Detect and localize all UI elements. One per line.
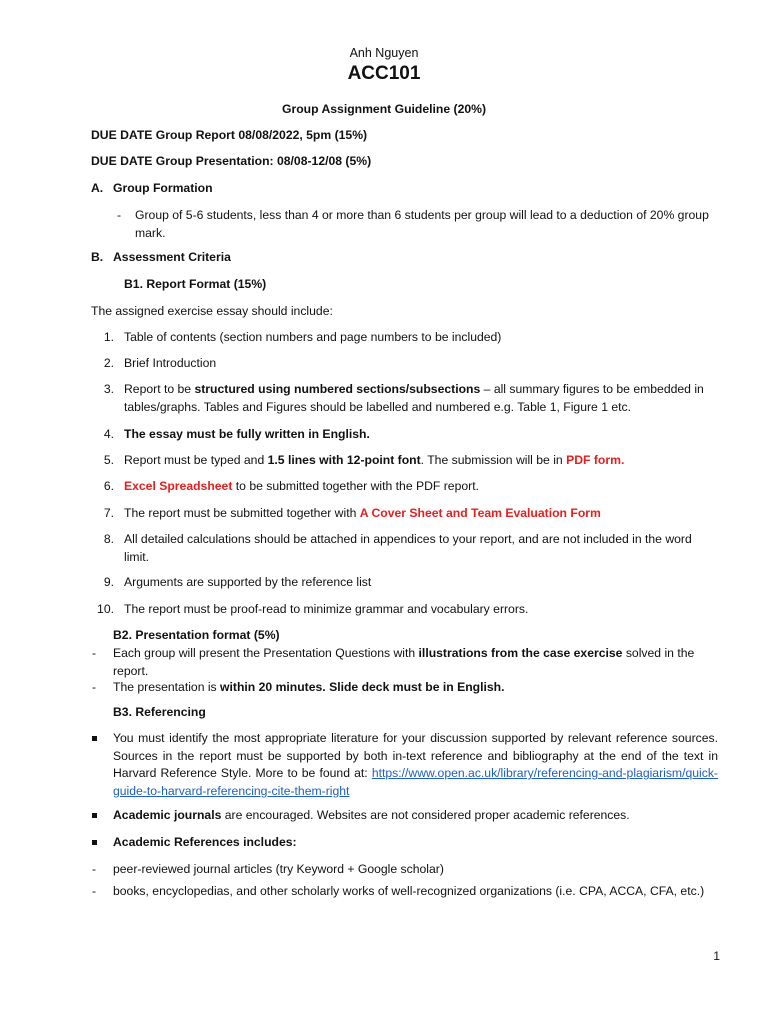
list-text <box>124 381 718 416</box>
text-run: – all summary figures to be embedded in tables/graphs. Tables and Figures should be labelled and numbered e.g. Table 1, Figure 1 etc. <box>124 382 704 414</box>
dash-bullet: - <box>92 884 97 898</box>
red-highlight: A Cover Sheet and Team Evaluation Form <box>359 506 601 520</box>
square-bullet-icon <box>92 840 97 845</box>
subitem-text: books, encyclopedias, and other scholarly works of well-recognized organizations (i.e. CPA, ACCA, CFA, etc.) <box>113 884 705 898</box>
section-a-heading: Group Formation <box>113 181 213 195</box>
reference-text: Academic References includes: <box>113 835 297 849</box>
list-number: 6. <box>103 479 114 493</box>
text-run: The report must be submitted together with <box>124 506 360 520</box>
list-number: 2. <box>103 356 114 370</box>
dash-bullet: - <box>117 208 122 222</box>
page-number: 1 <box>713 949 720 963</box>
square-bullet-icon <box>92 813 97 818</box>
b2-heading: B2. Presentation format (5%) <box>113 628 280 642</box>
list-number: 9. <box>103 575 114 589</box>
red-highlight: Excel Spreadsheet <box>124 479 233 493</box>
presentation-text <box>113 679 719 697</box>
list-number: 5. <box>103 453 114 467</box>
reference-item <box>0 807 768 825</box>
harvard-guide-link[interactable]: https://www.open.ac.uk/library/referencing-and-plagiarism/quick-guide-to-harvard-referencing-cite-them-right <box>113 766 718 798</box>
bold-text: Academic journals <box>113 808 222 822</box>
b1-intro: The assigned exercise essay should include: <box>91 304 333 318</box>
dash-bullet: - <box>92 862 97 876</box>
bold-text: structured using numbered sections/subsections <box>194 382 481 396</box>
text-run: Report to be <box>124 382 195 396</box>
text-run: Report must be typed and <box>124 453 268 467</box>
square-bullet-icon <box>92 736 97 741</box>
text-run: solved in the report. <box>113 646 695 678</box>
text-run: . The submission will be in <box>420 453 567 467</box>
reference-text <box>113 807 718 825</box>
list-text: Arguments are supported by the reference list <box>124 575 372 589</box>
presentation-text <box>113 645 719 680</box>
text-run: You must identify the most appropriate literature for your discussion supported by relevant reference sources. Sources in the report must be supported by both in-text reference and bibliography at the end of the text in Harvard Reference Style. More to be found at: <box>113 731 718 780</box>
text-run: are encouraged. Websites are not considered proper academic references. <box>221 808 630 822</box>
list-text <box>124 478 718 496</box>
reference-text <box>113 730 718 800</box>
red-highlight: PDF form. <box>566 453 625 467</box>
text-run: The presentation is <box>113 680 221 694</box>
text-run: Each group will present the Presentation Questions with <box>113 646 419 660</box>
list-text <box>124 505 718 523</box>
bold-text: illustrations from the case exercise <box>418 646 623 660</box>
section-b-heading: Assessment Criteria <box>113 250 231 264</box>
list-text: Table of contents (section numbers and page numbers to be included) <box>124 330 502 344</box>
b3-heading: B3. Referencing <box>113 705 206 719</box>
section-a-letter: A. <box>91 181 104 195</box>
list-number: 10. <box>97 602 114 616</box>
document-title: Group Assignment Guideline (20%) <box>281 102 487 116</box>
list-text: All detailed calculations should be attached in appendices to your report, and are not included in the word limit. <box>124 532 692 564</box>
dash-bullet: - <box>92 646 97 660</box>
list-text: The essay must be fully written in English. <box>124 427 370 441</box>
course-code: ACC101 <box>347 63 421 84</box>
section-b-letter: B. <box>91 250 104 264</box>
due-date-report: DUE DATE Group Report 08/08/2022, 5pm (15%) <box>91 128 368 142</box>
list-text <box>124 452 718 470</box>
reference-item <box>0 834 768 852</box>
reference-item <box>0 730 768 800</box>
subitem-text: peer-reviewed journal articles (try Keyword + Google scholar) <box>113 862 444 876</box>
list-number: 7. <box>103 506 114 520</box>
author-name: Anh Nguyen <box>349 46 419 60</box>
list-number: 4. <box>103 427 114 441</box>
list-number: 8. <box>103 532 114 546</box>
b1-heading: B1. Report Format (15%) <box>124 277 267 291</box>
bold-text: 1.5 lines with 12-point font <box>267 453 421 467</box>
bold-text: within 20 minutes. Slide deck must be in English. <box>220 680 505 694</box>
due-date-presentation: DUE DATE Group Presentation: 08/08-12/08 (5%) <box>91 154 372 168</box>
list-number: 1. <box>103 330 114 344</box>
list-text: The report must be proof-read to minimize grammar and vocabulary errors. <box>124 602 529 616</box>
list-text: Brief Introduction <box>124 356 217 370</box>
list-number: 3. <box>103 382 114 396</box>
text-run: to be submitted together with the PDF report. <box>232 479 479 493</box>
group-size-rule: Group of 5-6 students, less than 4 or more than 6 students per group will lead to a deduction of 20% group mark. <box>135 208 709 240</box>
dash-bullet: - <box>92 680 97 694</box>
